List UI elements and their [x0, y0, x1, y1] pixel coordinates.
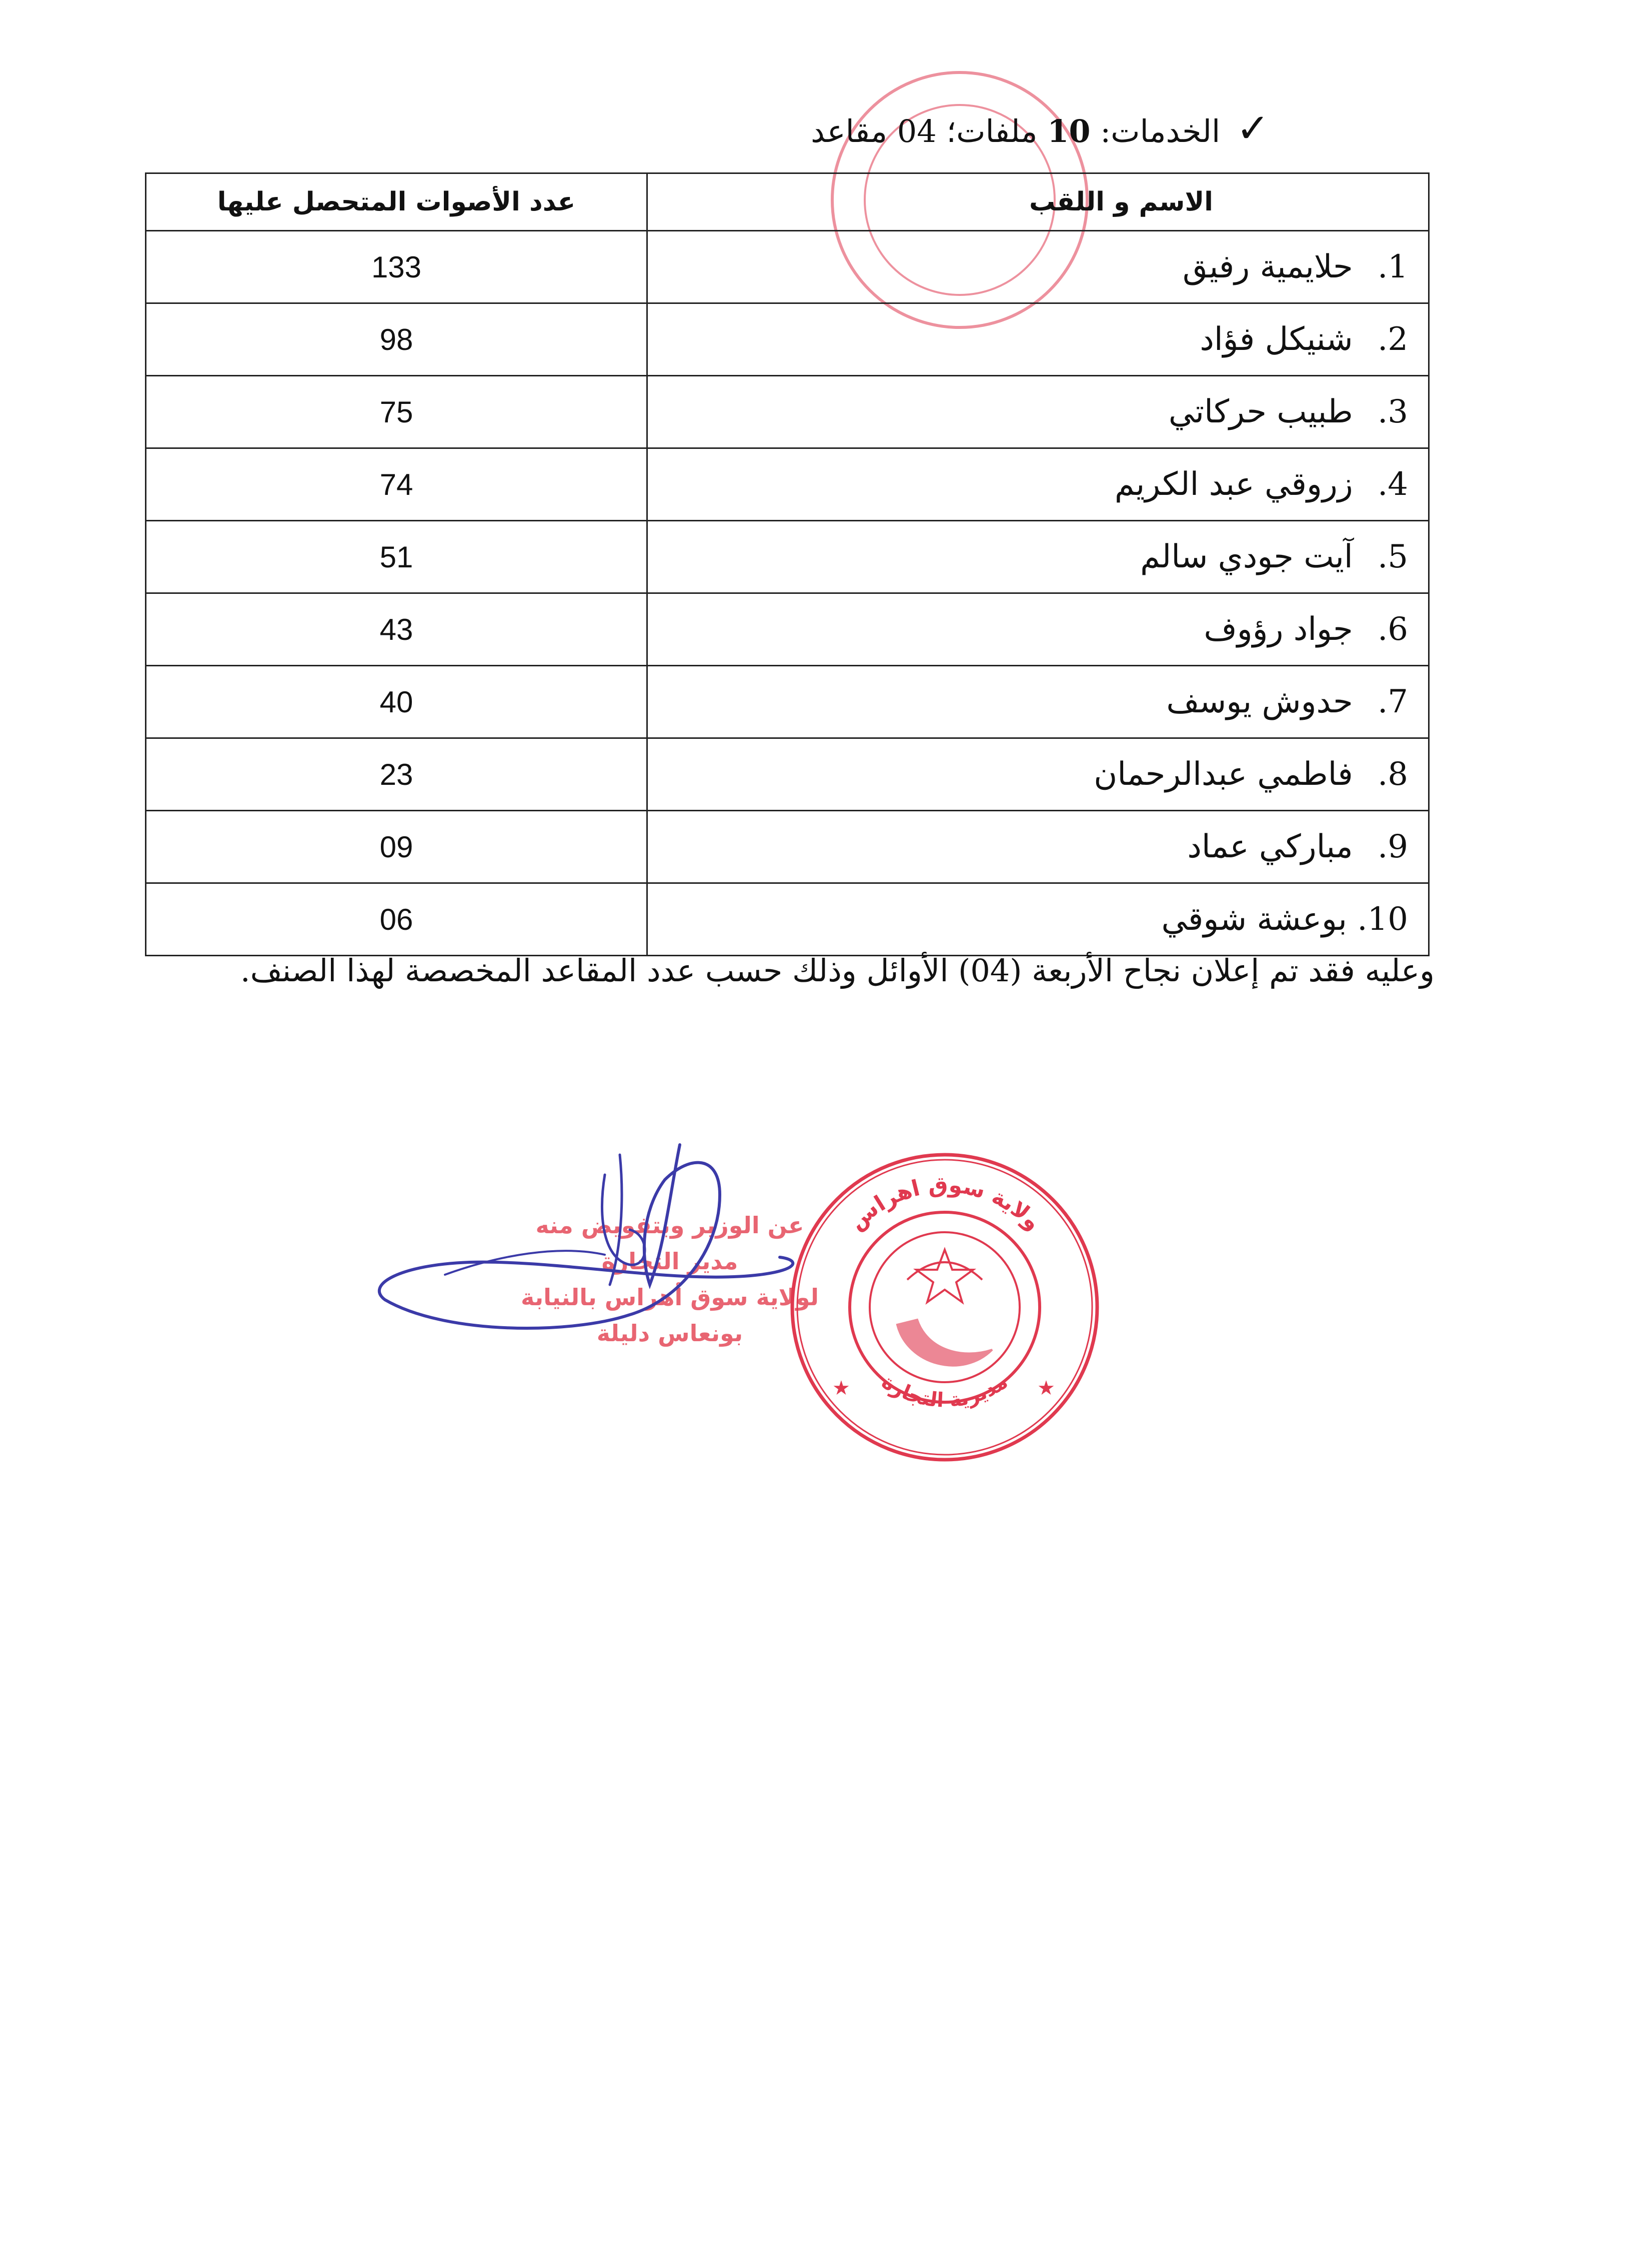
checkmark-icon: ✓ [1236, 105, 1270, 151]
stamp-bottom-text: مديرية التجارة [877, 1370, 1012, 1412]
table-row [146, 738, 1429, 811]
official-stamp [782, 1145, 1107, 1470]
column-header-name: الاسم و اللقب [647, 173, 1429, 231]
table-row [146, 521, 1429, 593]
votes-cell: 40 [146, 666, 647, 738]
candidate-name: جواد رؤوف [1204, 611, 1353, 648]
seats-count: 04 مقاعد [811, 113, 937, 149]
row-number: 2. [1377, 321, 1408, 358]
table-row [146, 883, 1429, 956]
candidate-name: حدوش يوسف [1166, 683, 1353, 720]
star-icon: ★ [832, 1377, 850, 1400]
svg-text:ولاية سوق اهراس [844, 1172, 1046, 1235]
votes-cell: 75 [146, 376, 647, 448]
votes-cell: 133 [146, 231, 647, 303]
table-header-row [146, 173, 1429, 231]
votes-cell: 06 [146, 883, 647, 956]
candidate-name: فاطمي عبدالرحمان [1094, 756, 1353, 793]
svg-text:مديرية التجارة [878, 1370, 1012, 1412]
table-row [146, 376, 1429, 448]
signature-line: مدير التجارة [601, 1248, 738, 1275]
votes-cell: 74 [146, 448, 647, 521]
table-row [146, 448, 1429, 521]
emblem-icon [870, 1232, 1020, 1382]
table-row [146, 811, 1429, 883]
candidate-cell [647, 883, 1429, 956]
candidate-cell [647, 666, 1429, 738]
candidate-name: حلايمية رفيق [1182, 248, 1353, 285]
row-number: 3. [1377, 393, 1408, 430]
candidate-name: مباركي عماد [1187, 828, 1353, 865]
candidate-cell [647, 521, 1429, 593]
conclusion-text: وعليه فقد تم إعلان نجاح الأربعة (04) الأوائل وذلك حسب عدد المقاعد المخصصة لهذا الصنف. [240, 952, 1435, 989]
signature-line: عن الوزير وبتفويض منه [535, 1212, 804, 1239]
table-row [146, 231, 1429, 303]
votes-cell: 51 [146, 521, 647, 593]
table-row [146, 593, 1429, 666]
files-label: ملفات؛ [946, 113, 1038, 149]
candidate-name: زروقي عبد الكريم [1114, 466, 1353, 503]
row-number: 4. [1377, 466, 1408, 503]
candidate-cell [647, 376, 1429, 448]
column-header-votes: عدد الأصوات المتحصل عليها [146, 173, 647, 231]
candidate-cell [647, 448, 1429, 521]
table-row [146, 666, 1429, 738]
candidate-name: طبيب حركاتي [1168, 393, 1353, 430]
candidate-cell [647, 231, 1429, 303]
stamp-top-text: ولاية سوق اهراس [844, 1172, 1046, 1236]
candidate-name: بوعشة شوقي [1161, 901, 1347, 938]
candidate-name: شنيكل فؤاد [1200, 321, 1353, 358]
row-number: 7. [1377, 683, 1408, 720]
candidate-cell [647, 738, 1429, 811]
row-number: 5. [1377, 538, 1408, 575]
candidate-cell [647, 593, 1429, 666]
row-number: 9. [1377, 828, 1408, 865]
row-number: 6. [1377, 611, 1408, 648]
results-table [145, 172, 1430, 956]
candidate-cell [647, 303, 1429, 376]
row-number: 8. [1377, 756, 1408, 793]
signature-line: لولاية سوق أهراس بالنيابة [520, 1284, 819, 1311]
signature-line: بونعاس دليلة [596, 1320, 743, 1347]
files-count: 10 [1047, 113, 1091, 149]
category-header [811, 105, 1270, 151]
candidate-cell [647, 811, 1429, 883]
star-icon: ★ [1037, 1377, 1055, 1400]
votes-cell: 09 [146, 811, 647, 883]
votes-cell: 98 [146, 303, 647, 376]
votes-cell: 23 [146, 738, 647, 811]
row-number: 1. [1377, 248, 1408, 285]
row-number: 10. [1357, 901, 1408, 938]
votes-cell: 43 [146, 593, 647, 666]
category-label: الخدمات: [1100, 113, 1221, 149]
table-row [146, 303, 1429, 376]
candidate-name: آيت جودي سالم [1140, 538, 1353, 575]
